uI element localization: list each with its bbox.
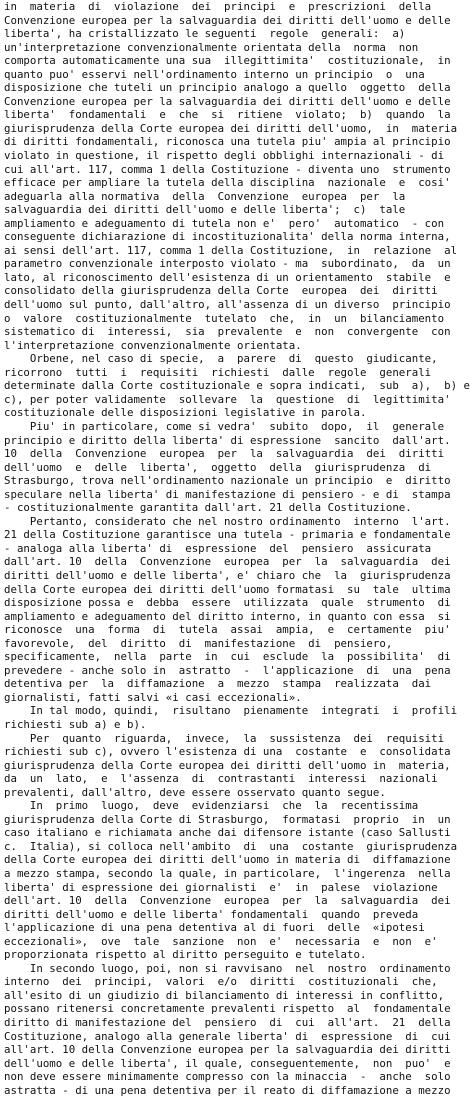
paragraph: in materia di violazione dei principi e prescrizioni della Convenzione europea per la salvaguardia dei diritti dell'uomo e delle liberta', ha cristallizzato le seguenti regole generali: a) un'interpretazione convenzionalmente orientata della norma non comporta automaticamente una sua illegittimita' costituzionale, in quanto puo' esservi nell'ordinamento interno un principio o una disposizione che tuteli un principio analogo a quello oggetto della Convenzione europea per la salvaguardia dei diritti dell'uomo e delle liberta' fondamentali e che si ritiene violato; b) quando la giurisprudenza della Corte europea dei diritti dell'uomo, in materia di diritti fondamentali, riconosca una tutela piu' ampia al principio violato in questione, il rispetto degli obblighi internazionali - di cui all'art. 117, comma 1 della Costituzione - diventa uno strumento efficace per ampliare la tutela della disciplina nazionale e cosi' adeguarla alla normativa della Convenzione europea per la salvaguardia dei diritti dell'uomo e delle liberta'; c) tale ampliamento e adeguamento di tutela non e' pero' automatico - con conseguente dichiarazione di incostituzionalita' della norma interna, ai sensi dell'art. 117, comma 1 della Costituzione, in relazione al parametro convenzionale interposto violato - ma subordinato, da un lato, al riconoscimento dell'esistenza di un orientamento stabile e consolidato della giurisprudenza della Corte europea dei diritti dell'uomo sul punto, dall'altro, all'assenza di un diverso principio o valore costituzionalmente tutelato che, in un bilanciamento sistematico di interessi, sia prevalente e non convergente con l'interpretazione convenzionalmente orientata.	[4, 0, 458, 352]
paragraph: Piu' in particolare, come si vedra' subito dopo, il generale principio e diritto della liberta' di espressione sancito dall'art. 10 della Convenzione europea per la salvaguardia dei diritti dell'uomo e delle liberta', oggetto della giurisprudenza di Strasburgo, trova nell'ordinamento nazionale un principio e diritto speculare nella liberta' di manifestazione di pensiero - e di stampa - costituzionalmente garantita dall'art. 21 della Costituzione.	[4, 419, 451, 515]
paragraph: In tal modo, quindi, risultano pienamente integrati i profili richiesti sub a) e b).	[4, 704, 458, 731]
paragraph: In secondo luogo, poi, non si ravvisano nel nostro ordinamento interno dei principi, valori e/o diritti costituzionali che, all'esito di un giudizio di bilanciamento di interessi in conflitto, possano ritenersi concretamente prevalenti rispetto al fondamentale diritto di manifestazione del pensiero di cui all'art. 21 della Costituzione, analogo alla generale liberta' di espressione di cui all'art. 10 della Convenzione europea per la salvaguardia dei diritti dell'uomo e delle liberta', il quale, conseguentemente, non puo' e non deve essere minimamente compresso con la minaccia - anche solo astratta - di una pena detentiva per il reato di diffamazione a mezzo	[4, 961, 451, 1097]
paragraph: Pertanto, considerato che nel nostro ordinamento interno l'art. 21 della Costituzione garantisce una tutela - primaria e fondamentale - analoga alla liberta' di espressione del pensiero assicurata dall'art. 10 della Convenzione europea per la salvaguardia dei diritti dell'uomo e delle liberta', e' chiaro che la giurisprudenza della Corte europea dei diritti dell'uomo formatasi su tale ultima disposizione possa e debba essere utilizzata quale strumento di ampliamento e adeguamento del diritto interno, in quanto con essa si riconosce una forma di tutela assai ampia, e certamente piu' favorevole, del diritto di manifestazione di pensiero, specificamente, nella parte in cui esclude la possibilita' di prevedere - anche solo in astratto - l'applicazione di una pena detentiva per la diffamazione a mezzo stampa realizzata dai giornalisti, fatti salvi «i casi eccezionali».	[4, 514, 451, 704]
paragraph: Per quanto riguarda, invece, la sussistenza dei requisiti richiesti sub c), ovvero l'esistenza di una costante e consolidata giurisprudenza della Corte europea dei diritti dell'uomo in materia, da un lato, e l'assenza di contrastanti interessi nazionali prevalenti, dall'altro, deve essere osservato quanto segue.	[4, 731, 451, 799]
paragraph: In primo luogo, deve evidenziarsi che la recentissima giurisprudenza della Corte di Strasburgo, formatasi proprio in un caso italiano e richiamata anche dai difensore istante (caso Sallusti c. Italia), si colloca nell'ambito di una costante giurisprudenza della Corte europea dei diritti dell'uomo in materia di diffamazione a mezzo stampa, secondo la quale, in particolare, l'ingerenza nella liberta' di espressione dei giornalisti e' in palese violazione dell'art. 10 della Convenzione europea per la salvaguardia dei diritti dell'uomo e delle liberta' fondamentali quando preveda l'applicazione di una pena detentiva al di fuori delle «ipotesi eccezionali», ove tale sanzione non e' necessaria e non e' proporzionata rispetto al diritto perseguito e tutelato.	[4, 799, 458, 962]
paragraph: Orbene, nel caso di specie, a parere di questo giudicante, ricorrono tutti i requisiti richiesti dalle regole generali determinate dalla Corte costituzionale e sopra indicati, sub a), b) e c), per poter validamente sollevare la questione di legittimita' costituzionale delle disposizioni legislative in parola.	[4, 352, 470, 420]
